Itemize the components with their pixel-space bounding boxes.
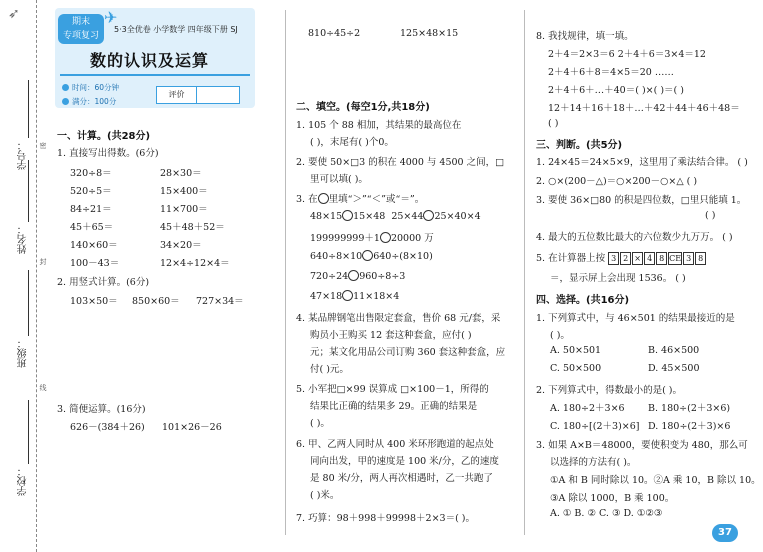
- fill-q1: ( )，末尾有( )个0。: [310, 137, 394, 148]
- school-label: 学校：: [18, 466, 29, 496]
- fill-q2: 里可以填( )。: [310, 174, 368, 185]
- oral-item: 100－43＝: [70, 258, 120, 269]
- simple-item: 626－(384＋26): [70, 422, 145, 433]
- choice-option: D. 180÷(2＋3)×6: [648, 421, 731, 432]
- calc-key: CE: [669, 254, 682, 263]
- calc-key: 4: [644, 252, 655, 265]
- binding-line: [36, 0, 37, 552]
- time-info: [62, 82, 119, 93]
- grade-box[interactable]: [156, 86, 240, 104]
- compare-left: 47×18: [310, 291, 343, 302]
- fill-q5: ( )。: [310, 418, 330, 429]
- answer-circle[interactable]: [348, 270, 359, 281]
- oral-item: 320÷8＝: [70, 168, 112, 179]
- page-title: 数的认识及运算: [90, 51, 210, 70]
- oral-item: 45＋65＝: [70, 222, 114, 233]
- fill-q4: 付( )元。: [310, 364, 349, 375]
- seal-mark: 线: [39, 384, 47, 391]
- score-icon: [62, 98, 69, 105]
- choice-q1: ( )。: [550, 330, 570, 341]
- score-text: 满分：100分: [72, 97, 117, 106]
- calc-key: 3: [608, 252, 619, 265]
- compare-left: 199999999＋1: [310, 233, 380, 244]
- choice-q2: 2. 下列算式中，得数最小的是( )。: [536, 385, 683, 396]
- question-oral: 1. 直接写出得数。(6分): [57, 148, 159, 159]
- school-field[interactable]: [28, 400, 29, 464]
- calc-key: 2: [620, 252, 631, 265]
- compare-right: 640÷(8×10): [373, 251, 433, 262]
- oral-item: 11×700＝: [160, 204, 208, 215]
- answer-circle[interactable]: [380, 232, 391, 243]
- choice-option: C. 50×500: [550, 363, 602, 374]
- choice-option: D. 45×500: [648, 363, 700, 374]
- compare-right: 11×18×4: [353, 291, 400, 302]
- fill-q4: 元；某文化用品公司订购 360 套这种套盒，应: [310, 347, 506, 358]
- judge-q5-text: ＝，显示屏上会出现 1536。 ( ): [550, 273, 686, 284]
- column-divider: [524, 10, 525, 535]
- judge-q5-text: 5. 在计算器上按: [536, 253, 606, 264]
- choice-option: A. 50×501: [550, 345, 602, 356]
- choice-q3-detail: ①A 和 B 同时除以 10。②A 乘 10，B 除以 10。: [550, 475, 761, 486]
- fill-q2: 2. 要使 50×□3 的积在 4000 与 4500 之间，□: [296, 157, 505, 168]
- choice-q3: 以选择的方法有( )。: [550, 457, 637, 468]
- oral-item: 12×4÷12×4＝: [160, 258, 230, 269]
- fill-q3: [296, 191, 424, 205]
- choice-option: A. 180÷2＋3×6: [550, 403, 625, 414]
- compare-row: [310, 250, 433, 262]
- choice-option: B. 180÷(2＋3×6): [648, 403, 731, 414]
- answer-circle[interactable]: [423, 210, 434, 221]
- judge-q2: 2. ○×(200－△)＝○×200－○×△ ( ): [536, 176, 698, 187]
- fill-q7: 7. 巧算：98＋998＋99998＋2×3＝( )。: [296, 513, 476, 524]
- answer-circle[interactable]: [318, 193, 329, 204]
- clock-icon: [62, 84, 69, 91]
- choice-q1: 1. 下列算式中，与 46×501 的结果最接近的是: [536, 313, 735, 324]
- vertical-item: 103×50＝: [70, 296, 118, 307]
- fill-q6: 同向出发，甲的速度是 100 米/分，乙的速度: [310, 456, 499, 467]
- compare-right: 20000 万: [390, 233, 434, 244]
- fill-q3-text: 3. 在: [296, 194, 318, 205]
- pattern-line: 2＋4＋6＋8＝4×5＝20 ……: [548, 67, 674, 78]
- fill-q6: 6. 甲、乙两人同时从 400 米环形跑道的起点处: [296, 439, 494, 450]
- oral-item: 84÷21＝: [70, 204, 112, 215]
- oral-item: 45＋48＋52＝: [160, 222, 225, 233]
- title-underline: [60, 74, 250, 76]
- simple-item: 810÷45÷2: [308, 28, 361, 39]
- choice-option: B. 46×500: [648, 345, 700, 356]
- fill-q5: 结果比正确的结果多 29。正确的结果是: [310, 401, 478, 412]
- fill-q4: 4. 某品牌钢笔出售限定套盒，售价 68 元/套，采: [296, 313, 501, 324]
- compare-row: [310, 290, 399, 302]
- question-vertical: 2. 用竖式计算。(6分): [57, 277, 150, 288]
- name-field[interactable]: [28, 160, 29, 222]
- compare-left: 640÷8×10: [310, 251, 363, 262]
- class-field[interactable]: [28, 270, 29, 336]
- score-info: [62, 96, 116, 107]
- pattern-line: 12＋14＋16＋18＋…＋42＋44＋46＋48＝: [548, 103, 740, 114]
- rocket-decoration-icon: ✈: [104, 8, 118, 27]
- seal-mark: 密: [39, 142, 47, 149]
- compare-right: 25×40×4: [434, 211, 481, 222]
- choice-q3: 3. 如果 A×B＝48000，要使积变为 480，那么可: [536, 440, 748, 451]
- compare-right: 960÷8÷3: [359, 271, 406, 282]
- simple-item: 125×48×15: [400, 28, 459, 39]
- judge-q5: [536, 250, 707, 265]
- answer-circle[interactable]: [362, 250, 373, 261]
- section-fill: 二、填空。(每空1分,共18分): [296, 102, 430, 113]
- pattern-line: 2＋4＋6＋…＋40＝( )×( )＝( ): [548, 85, 684, 96]
- section-judge: 三、判断。(共5分): [536, 140, 623, 151]
- section-choice: 四、选择。(共16分): [536, 295, 630, 306]
- calc-key: 8: [695, 252, 706, 265]
- pattern-line: 2＋4＝2×3＝6 2＋4＋6＝3×4＝12: [548, 49, 706, 60]
- oral-item: 520÷5＝: [70, 186, 112, 197]
- compare-left: 25×44: [391, 211, 424, 222]
- fill-q5: 5. 小军把□×99 误算成 □×100－1，所得的: [296, 384, 489, 395]
- fill-q1: 1. 105 个 88 相加，其结果的最高位在: [296, 120, 462, 131]
- compare-right: 15×48: [353, 211, 386, 222]
- seal-mark: 封: [39, 258, 47, 265]
- judge-q3: 3. 要使 36×□80 的积是四位数，□里只能填 1。: [536, 195, 747, 206]
- name-label: 姓名：: [18, 224, 29, 254]
- review-badge: [58, 14, 104, 44]
- rocket-icon: ➶: [8, 6, 20, 22]
- choice-option: C. 180÷[(2＋3)×6]: [550, 421, 640, 432]
- choice-q3-detail: ③A 除以 1000，B 乘 100。: [550, 493, 675, 504]
- fill-q4: 购员小王购买 12 套这种套盒，应付( ): [310, 330, 472, 341]
- calc-key: 3: [683, 252, 694, 265]
- judge-q1: 1. 24×45＝24×5×9，这里用了乘法结合律。 ( ): [536, 157, 748, 168]
- judge-q3: ( ): [705, 210, 716, 221]
- choice-option: A. ① B. ② C. ③ D. ①②③: [550, 508, 663, 519]
- column-divider: [285, 10, 286, 535]
- fill-q6: ( )米。: [310, 490, 340, 501]
- fill-q6: 是 80 米/分，两人再次相遇时，乙一共跑了: [310, 473, 493, 484]
- oral-item: 34×20＝: [160, 240, 202, 251]
- fill-q3-text: 里填“＞”“＜”或“＝”。: [328, 194, 425, 205]
- judge-q4: 4. 最大的五位数比最大的六位数少九万万。 ( ): [536, 232, 733, 243]
- answer-circle[interactable]: [342, 290, 353, 301]
- time-text: 时间：60分钟: [72, 83, 120, 92]
- vertical-item: 850×60＝: [132, 296, 180, 307]
- series-label: 5·3全优卷 小学数学 四年级下册 SJ: [114, 25, 238, 34]
- student-id-label: 学号：: [18, 140, 29, 170]
- badge-line: 期末: [71, 17, 90, 27]
- oral-item: 140×60＝: [70, 240, 118, 251]
- fill-q8: 8. 我找规律，填一填。: [536, 31, 634, 42]
- page-number: 37: [712, 524, 738, 542]
- grade-label: 评价: [157, 87, 197, 103]
- compare-row: [310, 270, 405, 282]
- oral-item: 28×30＝: [160, 168, 202, 179]
- calc-key: 8: [656, 252, 667, 265]
- simple-item: 101×26－26: [162, 422, 222, 433]
- question-simple: 3. 简便运算。(16分): [57, 404, 146, 415]
- answer-circle[interactable]: [342, 210, 353, 221]
- vertical-item: 727×34＝: [196, 296, 244, 307]
- compare-left: 720÷24: [310, 271, 349, 282]
- class-label: 班级：: [18, 338, 29, 368]
- compare-row: [310, 210, 481, 222]
- section-calculation: 一、计算。(共28分): [57, 131, 151, 142]
- badge-line: 专项复习: [62, 31, 99, 41]
- student-id-field[interactable]: [28, 80, 29, 138]
- pattern-line: ( ): [548, 118, 559, 129]
- compare-left: 48×15: [310, 211, 343, 222]
- compare-row: [310, 230, 434, 244]
- calc-key: ×: [632, 252, 643, 265]
- oral-item: 15×400＝: [160, 186, 208, 197]
